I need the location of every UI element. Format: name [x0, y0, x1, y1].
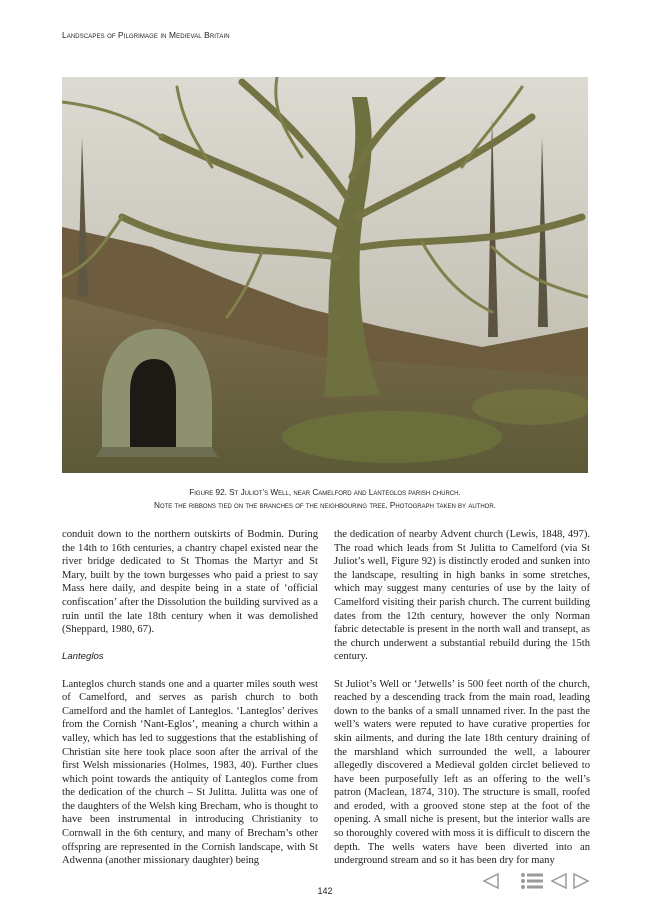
- page-number: 142: [317, 886, 333, 896]
- next-page-button[interactable]: [572, 872, 590, 890]
- well-photo-illustration: [62, 77, 588, 473]
- back-icon: [550, 872, 568, 890]
- back-button[interactable]: [550, 872, 568, 890]
- right-paragraph-1: the dedication of nearby Advent church (Lewis, 1848, 497). The road which leads from St Julitta to Camelford (via St Juliot’s well, Figure 92) is distinctly eroded and sunken into the landscape, resulting in high banks in some stretches, which may suggest many centuries of use by the laity of Camelford visiting their parish church. The current building dates from the 12th century, however the only Norman fabric detectable is present in the north wall and transept, as the church underwent a substantial rebuild during the 15th century.: [334, 529, 590, 663]
- left-paragraph-2: Lanteglos church stands one and a quarter miles south west of Camelford, and serves as parish church to both Camelford and the hamlet of Lanteglos. ‘Lanteglos’ derives from the Cornish ‘Nant-Eglos’, meaning a church within a valley, which has led to suggestions that the establishing of Christian site here took place soon after the arrival of the first Welsh missionaries (Holmes, 1983, 40). Further clues which point towards the antiquity of Lanteglos come from the dedication of the church – St Julitta. Julitta was one of the daughters of the Welsh king Brecham, who is thought to have been instrumental in introducing Christianity to Cornwall in the 6th century, and many of Brecham’s other offspring are represented in the Cornish landscape, with St Adwenna (another missionary daughter) being: [62, 678, 318, 867]
- figure-photo: [62, 77, 588, 473]
- table-of-contents-button[interactable]: [520, 872, 544, 890]
- table-of-contents-icon: [520, 872, 544, 890]
- figure-caption: [62, 486, 588, 512]
- left-paragraph-1: conduit down to the northern outskirts of Bodmin. During the 14th to 16th centuries, a chantry chapel existed near the river bridge dedicated to St Thomas the Martyr and St Mary, built by the town burgesses who paid a priest to say Mass here daily, and despite being in a state of ‘official confiscation’ after the Dissolution the building survived as a ruin until the late 18th century when it was demolished (Sheppard, 1980, 67).: [62, 529, 318, 636]
- left-column: [62, 528, 318, 881]
- figure-caption-line-1: Figure 92. St Juliot’s Well, near Camelford and Lanteglos parish church.: [189, 488, 461, 497]
- right-column: [334, 528, 590, 881]
- figure-caption-line-2: Note the ribbons tied on the branches of the neighbouring tree. Photograph taken by author.: [154, 501, 496, 510]
- previous-page-button[interactable]: [482, 872, 500, 890]
- section-heading-lanteglos: Lanteglos: [62, 651, 104, 663]
- next-page-icon: [572, 872, 590, 890]
- previous-page-icon: [482, 872, 500, 890]
- running-head: Landscapes of Pilgrimage in Medieval Britain: [62, 30, 230, 40]
- right-paragraph-2: St Juliot’s Well or ‘Jetwells’ is 500 feet north of the church, reached by a descending track from the main road, leading down to the banks of a small unnamed river. In the past the well’s waters were reputed to have curative properties for skin ailments, and during the late 18th century draining of the marshland which surrounded the well, a labourer allegedly discovered a Medieval golden circlet believed to have been purposefully left as an offering to the well’s patron (Maclean, 1874, 310). The structure is small, roofed and eroded, with a grooved stone step at the foot of the opening. A small niche is present, but the interior walls are so thoroughly covered with moss it is difficult to discern the depth. The wells waters have been diverted into an underground stream and so it has been dry for many: [334, 678, 590, 867]
